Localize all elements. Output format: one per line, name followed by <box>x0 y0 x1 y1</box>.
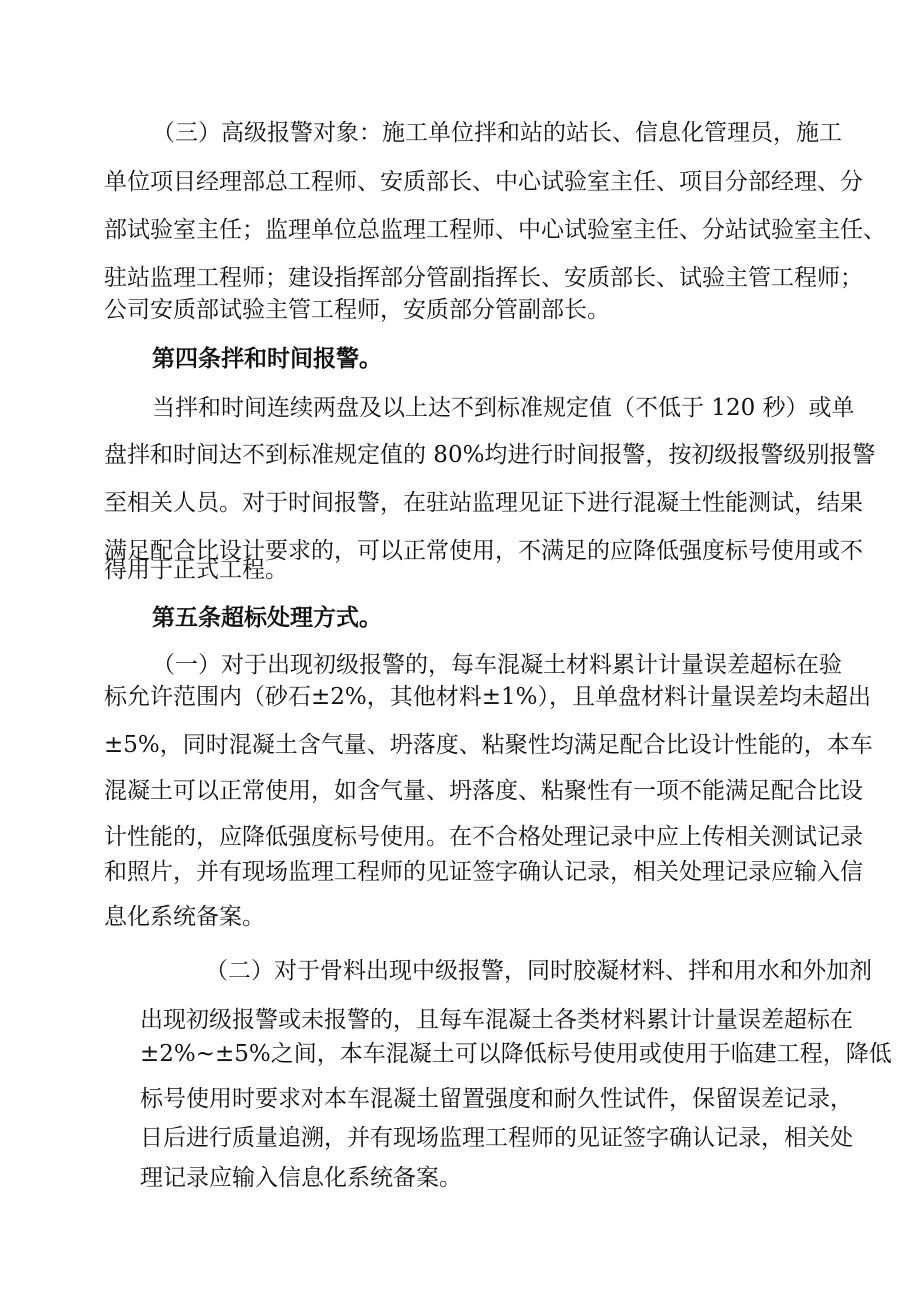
text-line: 公司安质部试验主管工程师，安质部分管副部长。 <box>104 297 610 323</box>
text-line: 计性能的，应降低强度标号使用。在不合格处理记录中应上传相关测试记录 <box>104 824 863 850</box>
text-line: ±5%，同时混凝土含气量、坍落度、粘聚性均满足配合比设计性能的，本车 <box>104 732 873 758</box>
text-line: 出现初级报警或未报警的，且每车混凝土各类材料累计计量误差超标在 <box>140 1007 853 1033</box>
text-line: 盘拌和时间达不到标准规定值的 80%均进行时间报警，按初级报警级别报警 <box>104 442 876 468</box>
text-line: 单位项目经理部总工程师、安质部长、中心试验室主任、项目分部经理、分 <box>104 169 863 195</box>
text-line: ±2%~±5%之间，本车混凝土可以降低标号使用或使用于临建工程，降低 <box>140 1041 892 1067</box>
text-line: 和照片，并有现场监理工程师的见证签字确认记录，相关处理记录应输入信 <box>104 859 863 885</box>
text-line: 息化系统备案。 <box>104 904 265 930</box>
text-line: 驻站监理工程师；建设指挥部分管副指挥长、安质部长、试验主管工程师； <box>104 265 863 291</box>
text-line: 混凝土可以正常使用，如含气量、坍落度、粘聚性有一项不能满足配合比设 <box>104 778 863 804</box>
text-line: 理记录应输入信息化系统备案。 <box>140 1165 462 1191</box>
text-line: 标允许范围内（砂石±2%，其他材料±1%），且单盘材料计量误差均未超出 <box>104 684 872 710</box>
text-line: 满足配合比设计要求的，可以正常使用，不满足的应降低强度标号使用或不 <box>104 538 863 564</box>
text-line: （二）对于骨料出现中级报警，同时胶凝材料、拌和用水和外加剂 <box>205 958 872 984</box>
article-4-heading: 第四条拌和时间报警。 <box>152 345 382 372</box>
text-line: 当拌和时间连续两盘及以上达不到标准规定值（不低于 120 秒）或单 <box>152 395 855 421</box>
text-line: 至相关人员。对于时间报警，在驻站监理见证下进行混凝土性能测试，结果 <box>104 490 863 516</box>
text-line: 部试验室主任；监理单位总监理工程师、中心试验室主任、分站试验室主任、 <box>104 217 886 243</box>
text-line: 日后进行质量追溯，并有现场监理工程师的见证签字确认记录，相关处 <box>140 1125 853 1151</box>
text-line: （一）对于出现初级报警的，每车混凝土材料累计计量误差超标在验 <box>152 652 842 678</box>
text-line: 标号使用时要求对本车混凝土留置强度和耐久性试件，保留误差记录， <box>140 1086 853 1112</box>
text-line: （三）高级报警对象：施工单位拌和站的站长、信息化管理员，施工 <box>152 120 842 146</box>
article-5-heading: 第五条超标处理方式。 <box>152 604 382 631</box>
text-line: 得用于正式工程。 <box>104 557 288 583</box>
